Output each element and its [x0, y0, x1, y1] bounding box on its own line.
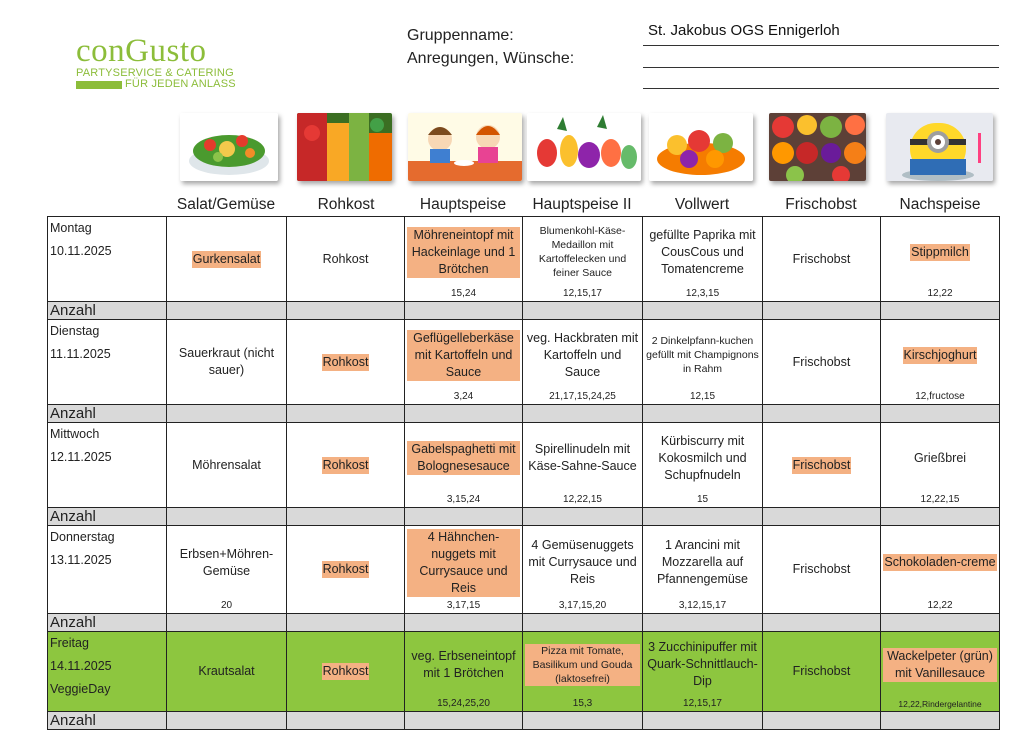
day-row	[48, 320, 1000, 405]
dish-name: gefüllte Paprika mit CousCous und Tomatencreme	[649, 227, 756, 276]
allergen-note: 15,24	[450, 288, 477, 299]
day-date: 14.11.2025	[50, 659, 112, 673]
count-input-cell[interactable]	[167, 405, 287, 423]
menu-cell-salad	[167, 632, 287, 712]
count-input-cell[interactable]	[763, 614, 881, 632]
count-label: Anzahl	[48, 712, 167, 730]
menu-cell-raw	[287, 526, 405, 614]
allergen-note: 3,17,15	[446, 600, 481, 611]
count-input-cell[interactable]	[405, 508, 523, 526]
col-header-raw: Rohkost	[317, 196, 375, 213]
allergen-note: 3,15,24	[446, 494, 481, 505]
menu-cell-wholefood	[643, 526, 763, 614]
count-input-cell[interactable]	[405, 712, 523, 730]
logo-wordmark: conGusto	[76, 33, 207, 69]
dish-name: veg. Hackbraten mit Kartoffeln und Sauce	[526, 330, 639, 379]
dish-name: veg. Erbseneintopf mit 1 Brötchen	[411, 648, 516, 680]
menu-cell-main-2	[523, 632, 643, 712]
col-header-dessert: Nachspeise	[899, 196, 981, 213]
dish-name: Rohkost	[322, 664, 369, 678]
allergen-note: 20	[220, 600, 233, 611]
col-header-salad: Salat/Gemüse	[176, 196, 276, 213]
dish-name: 1 Arancini mit Mozzarella auf Pfannengemüse	[656, 538, 749, 586]
count-input-cell[interactable]	[405, 614, 523, 632]
dish-name: 4 Hähnchen-nuggets mit Currysauce und Reis	[407, 529, 520, 597]
dish-name: Frischobst	[792, 354, 851, 369]
count-input-cell[interactable]	[881, 614, 1000, 632]
kids-eating-cartoon	[408, 113, 522, 181]
menu-cell-wholefood	[643, 320, 763, 405]
fruit-bowl-photo	[649, 113, 753, 181]
count-label: Anzahl	[48, 508, 167, 526]
day-cell	[48, 320, 167, 405]
dish-name: Frischobst	[792, 251, 851, 266]
logo-bar	[76, 81, 122, 89]
group-name-value[interactable]: St. Jakobus OGS Ennigerloh	[648, 22, 840, 39]
dish-name: Rohkost	[322, 354, 369, 369]
count-input-cell[interactable]	[763, 302, 881, 320]
allergen-note: 12,22	[927, 288, 953, 299]
count-input-cell[interactable]	[287, 405, 405, 423]
dish-name: Möhrensalat	[192, 457, 261, 472]
day-row	[48, 526, 1000, 614]
count-input-cell[interactable]	[881, 405, 1000, 423]
dish-name: Frischobst	[792, 664, 851, 678]
wishes-line-2	[643, 88, 999, 89]
count-input-cell[interactable]	[643, 712, 763, 730]
menu-cell-salad	[167, 217, 287, 302]
dish-name: Möhreneintopf mit Hackeinlage und 1 Brötchen	[407, 227, 520, 278]
allergen-note: 12,15,17	[563, 288, 602, 299]
menu-cell-salad	[167, 320, 287, 405]
menu-cell-dessert	[881, 320, 1000, 405]
day-date: 12.11.2025	[50, 450, 112, 464]
day-date: 13.11.2025	[50, 553, 112, 567]
dish-name: Rohkost	[322, 457, 369, 472]
count-input-cell[interactable]	[763, 712, 881, 730]
dish-name: Wackelpeter (grün) mit Vanillesauce	[883, 648, 997, 682]
count-row	[48, 302, 1000, 320]
count-input-cell[interactable]	[167, 614, 287, 632]
count-input-cell[interactable]	[167, 302, 287, 320]
menu-cell-main	[405, 320, 523, 405]
menu-cell-wholefood	[643, 217, 763, 302]
day-cell	[48, 632, 167, 712]
allergen-note: 3,24	[453, 391, 474, 402]
menu-cell-main	[405, 526, 523, 614]
dish-name: Kürbiscurry mit Kokosmilch und Schupfnudeln	[658, 433, 747, 482]
day-date: 11.11.2025	[50, 347, 111, 361]
count-input-cell[interactable]	[287, 712, 405, 730]
menu-cell-main	[405, 423, 523, 508]
menu-cell-main-2	[523, 320, 643, 405]
dish-name: Pizza mit Tomate, Basilikum und Gouda (laktosefrei)	[525, 644, 640, 686]
count-input-cell[interactable]	[405, 302, 523, 320]
menu-cell-main-2	[523, 526, 643, 614]
count-input-cell[interactable]	[643, 508, 763, 526]
raw-vegetables-photo	[297, 113, 392, 181]
menu-cell-dessert	[881, 632, 1000, 712]
wishes-label: Anregungen, Wünsche:	[407, 50, 575, 67]
dish-name: Rohkost	[322, 251, 369, 266]
count-input-cell[interactable]	[763, 405, 881, 423]
menu-cell-raw	[287, 217, 405, 302]
count-input-cell[interactable]	[287, 302, 405, 320]
count-input-cell[interactable]	[523, 302, 643, 320]
dish-name: 4 Gemüsenuggets mit Currysauce und Reis	[528, 538, 637, 586]
allergen-note: 21,17,15,24,25	[549, 391, 616, 402]
fruit-assortment-photo	[769, 113, 866, 181]
col-header-wholefood: Vollwert	[674, 196, 730, 213]
group-name-line	[643, 45, 999, 46]
day-day: Freitag	[50, 636, 89, 650]
day-row	[48, 423, 1000, 508]
day-row	[48, 632, 1000, 712]
menu-table	[47, 216, 1000, 730]
count-label: Anzahl	[48, 614, 167, 632]
count-input-cell[interactable]	[167, 508, 287, 526]
allergen-note: 12,22,15	[563, 494, 602, 505]
col-header-main: Hauptspeise	[419, 196, 507, 213]
dish-name: Gurkensalat	[192, 251, 261, 266]
menu-cell-raw	[287, 423, 405, 508]
wishes-line-1	[643, 67, 999, 68]
count-label: Anzahl	[48, 302, 167, 320]
congusto-logo	[76, 34, 246, 90]
count-label: Anzahl	[48, 405, 167, 423]
count-input-cell[interactable]	[523, 508, 643, 526]
menu-cell-fruit	[763, 217, 881, 302]
menu-cell-salad	[167, 526, 287, 614]
menu-cell-fruit	[763, 526, 881, 614]
logo-tagline-2: FÜR JEDEN ANLASS	[125, 78, 236, 90]
count-row	[48, 614, 1000, 632]
count-input-cell[interactable]	[643, 614, 763, 632]
dish-name: Frischobst	[792, 457, 851, 472]
menu-cell-fruit	[763, 320, 881, 405]
menu-cell-dessert	[881, 526, 1000, 614]
dish-name: Geflügelleberkäse mit Kartoffeln und Sauce	[407, 330, 520, 381]
count-input-cell[interactable]	[881, 712, 1000, 730]
count-input-cell[interactable]	[523, 405, 643, 423]
menu-cell-main	[405, 217, 523, 302]
count-input-cell[interactable]	[881, 508, 1000, 526]
menu-cell-raw	[287, 320, 405, 405]
count-input-cell[interactable]	[405, 405, 523, 423]
menu-cell-dessert	[881, 217, 1000, 302]
day-row	[48, 217, 1000, 302]
day-day: Dienstag	[50, 324, 100, 338]
dish-name: Blumenkohl-Käse-Medaillon mit Kartoffelecken und feiner Sauce	[538, 225, 627, 279]
allergen-note: 15,24,25,20	[437, 698, 490, 709]
day-date: 10.11.2025	[50, 244, 112, 258]
allergen-note: 12,22,15	[920, 494, 960, 505]
dish-name: Stippmilch	[911, 244, 969, 259]
dish-name: Frischobst	[792, 562, 851, 576]
count-input-cell[interactable]	[523, 614, 643, 632]
vegetable-characters-cartoon	[527, 113, 641, 181]
count-input-cell[interactable]	[643, 302, 763, 320]
menu-cell-fruit	[763, 632, 881, 712]
dish-name: Gabelspaghetti mit Bolognesesauce	[407, 441, 520, 475]
menu-cell-raw	[287, 632, 405, 712]
dish-name: 2 Dinkelpfann-kuchen gefüllt mit Champignons in Rahm	[646, 335, 759, 375]
menu-cell-wholefood	[643, 632, 763, 712]
menu-cell-salad	[167, 423, 287, 508]
menu-cell-wholefood	[643, 423, 763, 508]
count-row	[48, 405, 1000, 423]
day-cell	[48, 423, 167, 508]
allergen-note: 12,15	[689, 391, 716, 402]
dish-name: Kirschjoghurt	[903, 347, 977, 362]
menu-cell-fruit	[763, 423, 881, 508]
dish-name: 3 Zucchinipuffer mit Quark-Schnittlauch-Dip	[647, 640, 758, 688]
col-header-fruit: Frischobst	[785, 196, 857, 213]
logo-tagline-1: PARTYSERVICE & CATERING	[76, 67, 234, 79]
menu-cell-dessert	[881, 423, 1000, 508]
count-input-cell[interactable]	[643, 405, 763, 423]
day-day: Montag	[50, 221, 92, 235]
dish-name: Erbsen+Möhren-Gemüse	[179, 546, 274, 578]
count-input-cell[interactable]	[523, 712, 643, 730]
menu-cell-main-2	[523, 423, 643, 508]
dish-name: Rohkost	[322, 562, 369, 576]
day-day: Mittwoch	[50, 427, 100, 441]
day-cell	[48, 217, 167, 302]
menu-cell-main	[405, 632, 523, 712]
count-input-cell[interactable]	[763, 508, 881, 526]
group-name-label: Gruppenname:	[407, 27, 514, 44]
allergen-note: 12,3,15	[685, 288, 720, 299]
col-header-main-2: Hauptspeise II	[532, 196, 632, 213]
day-extra: VeggieDay	[50, 682, 111, 696]
dish-name: Spirellinudeln mit Käse-Sahne-Sauce	[528, 442, 637, 473]
allergen-note: 3,17,15,20	[558, 600, 607, 611]
day-cell	[48, 526, 167, 614]
dish-name: Grießbrei	[913, 450, 967, 465]
salad-photo	[180, 113, 278, 181]
count-row	[48, 508, 1000, 526]
count-input-cell[interactable]	[167, 712, 287, 730]
allergen-note: 12,22,Rindergelantine	[898, 699, 982, 709]
day-day: Donnerstag	[50, 530, 115, 544]
count-input-cell[interactable]	[287, 508, 405, 526]
allergen-note: 3,12,15,17	[678, 600, 727, 611]
count-row	[48, 712, 1000, 730]
dish-name: Krautsalat	[198, 664, 255, 678]
count-input-cell[interactable]	[881, 302, 1000, 320]
dish-name: Schokoladen-creme	[884, 555, 996, 569]
allergen-note: 12,fructose	[915, 391, 965, 402]
allergen-note: 12,15,17	[683, 698, 722, 709]
dish-name: Sauerkraut (nicht sauer)	[178, 346, 275, 377]
allergen-note: 12,22	[927, 600, 953, 611]
menu-cell-main-2	[523, 217, 643, 302]
allergen-note: 15	[696, 494, 709, 505]
count-input-cell[interactable]	[287, 614, 405, 632]
minion-cake-photo	[886, 113, 993, 181]
allergen-note: 15,3	[572, 698, 593, 709]
